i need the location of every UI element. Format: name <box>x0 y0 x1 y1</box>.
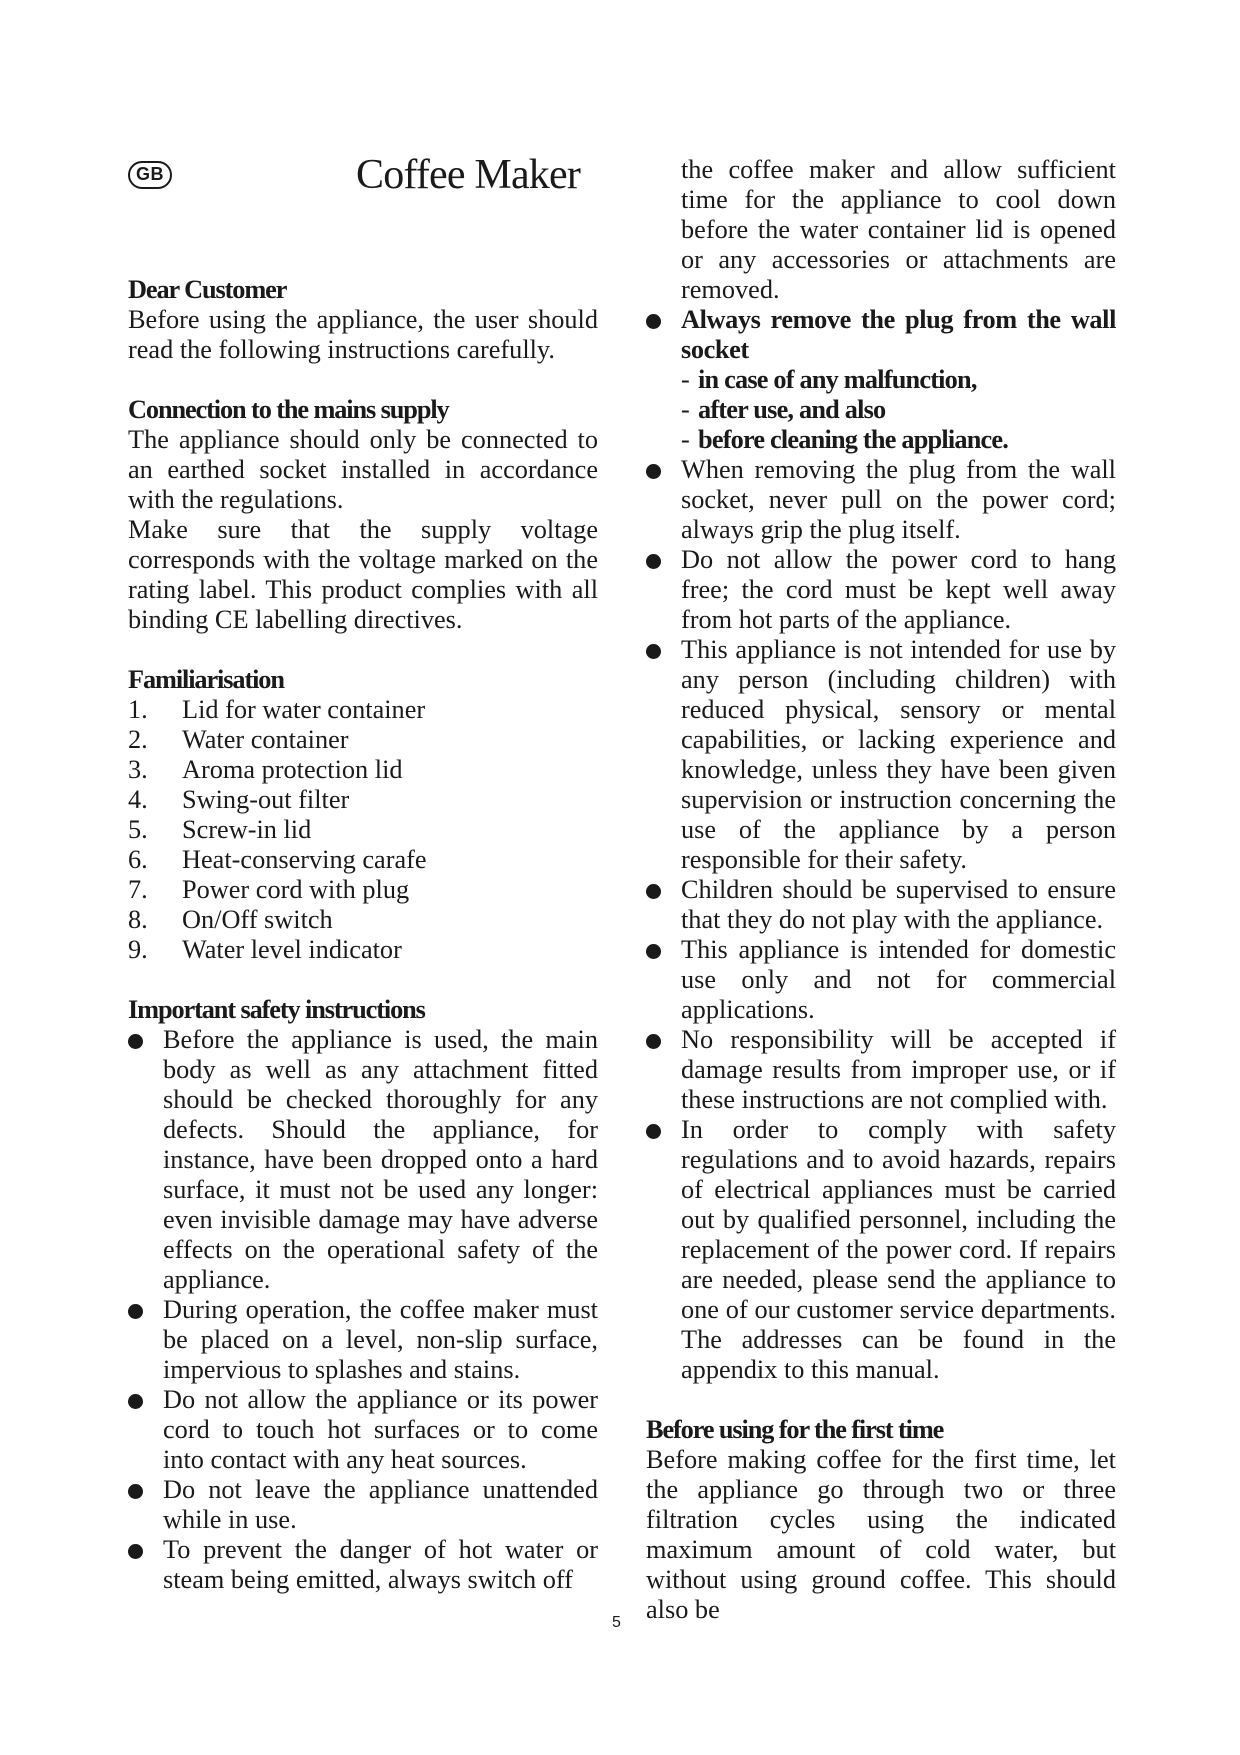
list-item <box>128 785 598 815</box>
safety-bullet: This appliance is not intended for use by any person (including children) with reduced physical, sensory or mental capabilities, or lacking experience and knowledge, unless they have been given supervision or instruction concerning the use of the appliance by a person responsible for their safety. <box>646 635 1116 875</box>
safety-bullet: No responsibility will be accepted if damage results from improper use, or if these instructions are not complied with. <box>646 1025 1116 1115</box>
familiarisation-heading: Familiarisation <box>128 665 284 694</box>
plug-sub-item: - before cleaning the appliance. <box>681 425 1009 454</box>
list-item <box>128 755 598 785</box>
item-label: Swing-out filter <box>182 785 350 814</box>
safety-bullet: Children should be supervised to ensure that they do not play with the appliance. <box>646 875 1116 935</box>
item-label: On/Off switch <box>182 905 333 934</box>
safety-bullet: To prevent the danger of hot water or steam being emitted, always switch off <box>128 1535 598 1595</box>
right-column <box>646 155 1116 1625</box>
safety-list <box>128 1025 598 1595</box>
page-number: 5 <box>612 1614 621 1631</box>
plug-sub-item: - in case of any malfunction, <box>681 365 977 394</box>
safety-bullet: In order to comply with safety regulations and to avoid hazards, repairs of electrical appliances must be carried out by qualified personnel, including the replacement of the power cord. If repairs are needed, please send the appliance to one of our customer service departments. The addresses can be found in the appendix to this manual. <box>646 1115 1116 1385</box>
item-number: 1. <box>128 695 148 724</box>
plug-sub-text: in case of any malfunction, <box>698 365 977 394</box>
item-number: 6. <box>128 845 148 874</box>
parts-list <box>128 695 598 965</box>
safety-bullet: This appliance is intended for domestic use only and not for commercial applications. <box>646 935 1116 1025</box>
list-item <box>128 815 598 845</box>
item-label: Water container <box>182 725 349 754</box>
item-number: 9. <box>128 935 148 964</box>
mains-paragraph-1: The appliance should only be connected to an earthed socket installed in accordance with the regulations. <box>128 425 598 514</box>
list-item <box>128 935 598 965</box>
safety-continuation: the coffee maker and allow sufficient time for the appliance to cool down before the water container lid is opened or any accessories or attachments are removed. <box>681 155 1116 304</box>
item-number: 4. <box>128 785 148 814</box>
plug-sub-item: - after use, and also <box>681 395 886 424</box>
item-label: Lid for water container <box>182 695 426 724</box>
safety-bullet: Do not leave the appliance unattended while in use. <box>128 1475 598 1535</box>
plug-instruction: Always remove the plug from the wall socket <box>681 305 1116 364</box>
item-number: 3. <box>128 755 148 784</box>
safety-bullet: Do not allow the appliance or its power cord to touch hot surfaces or to come into contact with any heat sources. <box>128 1385 598 1475</box>
safety-bullet: During operation, the coffee maker must be placed on a level, non-slip surface, impervious to splashes and stains. <box>128 1295 598 1385</box>
list-item <box>128 875 598 905</box>
dear-customer-text: Before using the appliance, the user should read the following instructions carefully. <box>128 305 598 364</box>
safety-heading: Important safety instructions <box>128 995 425 1024</box>
item-label: Water level indicator <box>182 935 402 964</box>
language-badge: GB <box>128 161 172 189</box>
item-label: Heat-conserving carafe <box>182 845 427 874</box>
list-item <box>128 725 598 755</box>
mains-heading: Connection to the mains supply <box>128 395 449 424</box>
item-label: Power cord with plug <box>182 875 410 904</box>
safety-list-continued <box>646 305 1116 1385</box>
item-number: 5. <box>128 815 148 844</box>
item-label: Screw-in lid <box>182 815 312 844</box>
safety-bullet: Do not allow the power cord to hang free; the cord must be kept well away from hot parts of the appliance. <box>646 545 1116 635</box>
item-number: 2. <box>128 725 148 754</box>
item-number: 8. <box>128 905 148 934</box>
dear-customer-heading: Dear Customer <box>128 275 287 304</box>
safety-bullet: When removing the plug from the wall socket, never pull on the power cord; always grip the plug itself. <box>646 455 1116 545</box>
page-title: Coffee Maker <box>356 152 581 198</box>
safety-bullet: Before the appliance is used, the main body as well as any attachment fitted should be checked thoroughly for any defects. Should the appliance, for instance, have been dropped onto a hard surface, it must not be used any longer: even invisible damage may have adverse effects on the operational safety of the appliance. <box>128 1025 598 1295</box>
mains-paragraph-2: Make sure that the supply voltage corresponds with the voltage marked on the rating label. This product complies with all binding CE labelling directives. <box>128 515 598 634</box>
list-item <box>128 695 598 725</box>
item-number: 7. <box>128 875 148 904</box>
plug-sub-text: after use, and also <box>698 395 886 424</box>
list-item <box>128 905 598 935</box>
list-item <box>128 845 598 875</box>
plug-sub-text: before cleaning the appliance. <box>698 425 1009 454</box>
left-column <box>128 275 598 1595</box>
first-time-heading: Before using for the first time <box>646 1415 944 1444</box>
item-label: Aroma protection lid <box>182 755 403 784</box>
first-time-text: Before making coffee for the first time, let the appliance go through two or three filtration cycles using the indicated maximum amount of cold water, but without using ground coffee. This should also be <box>646 1445 1116 1624</box>
plug-bullet <box>646 305 1116 455</box>
